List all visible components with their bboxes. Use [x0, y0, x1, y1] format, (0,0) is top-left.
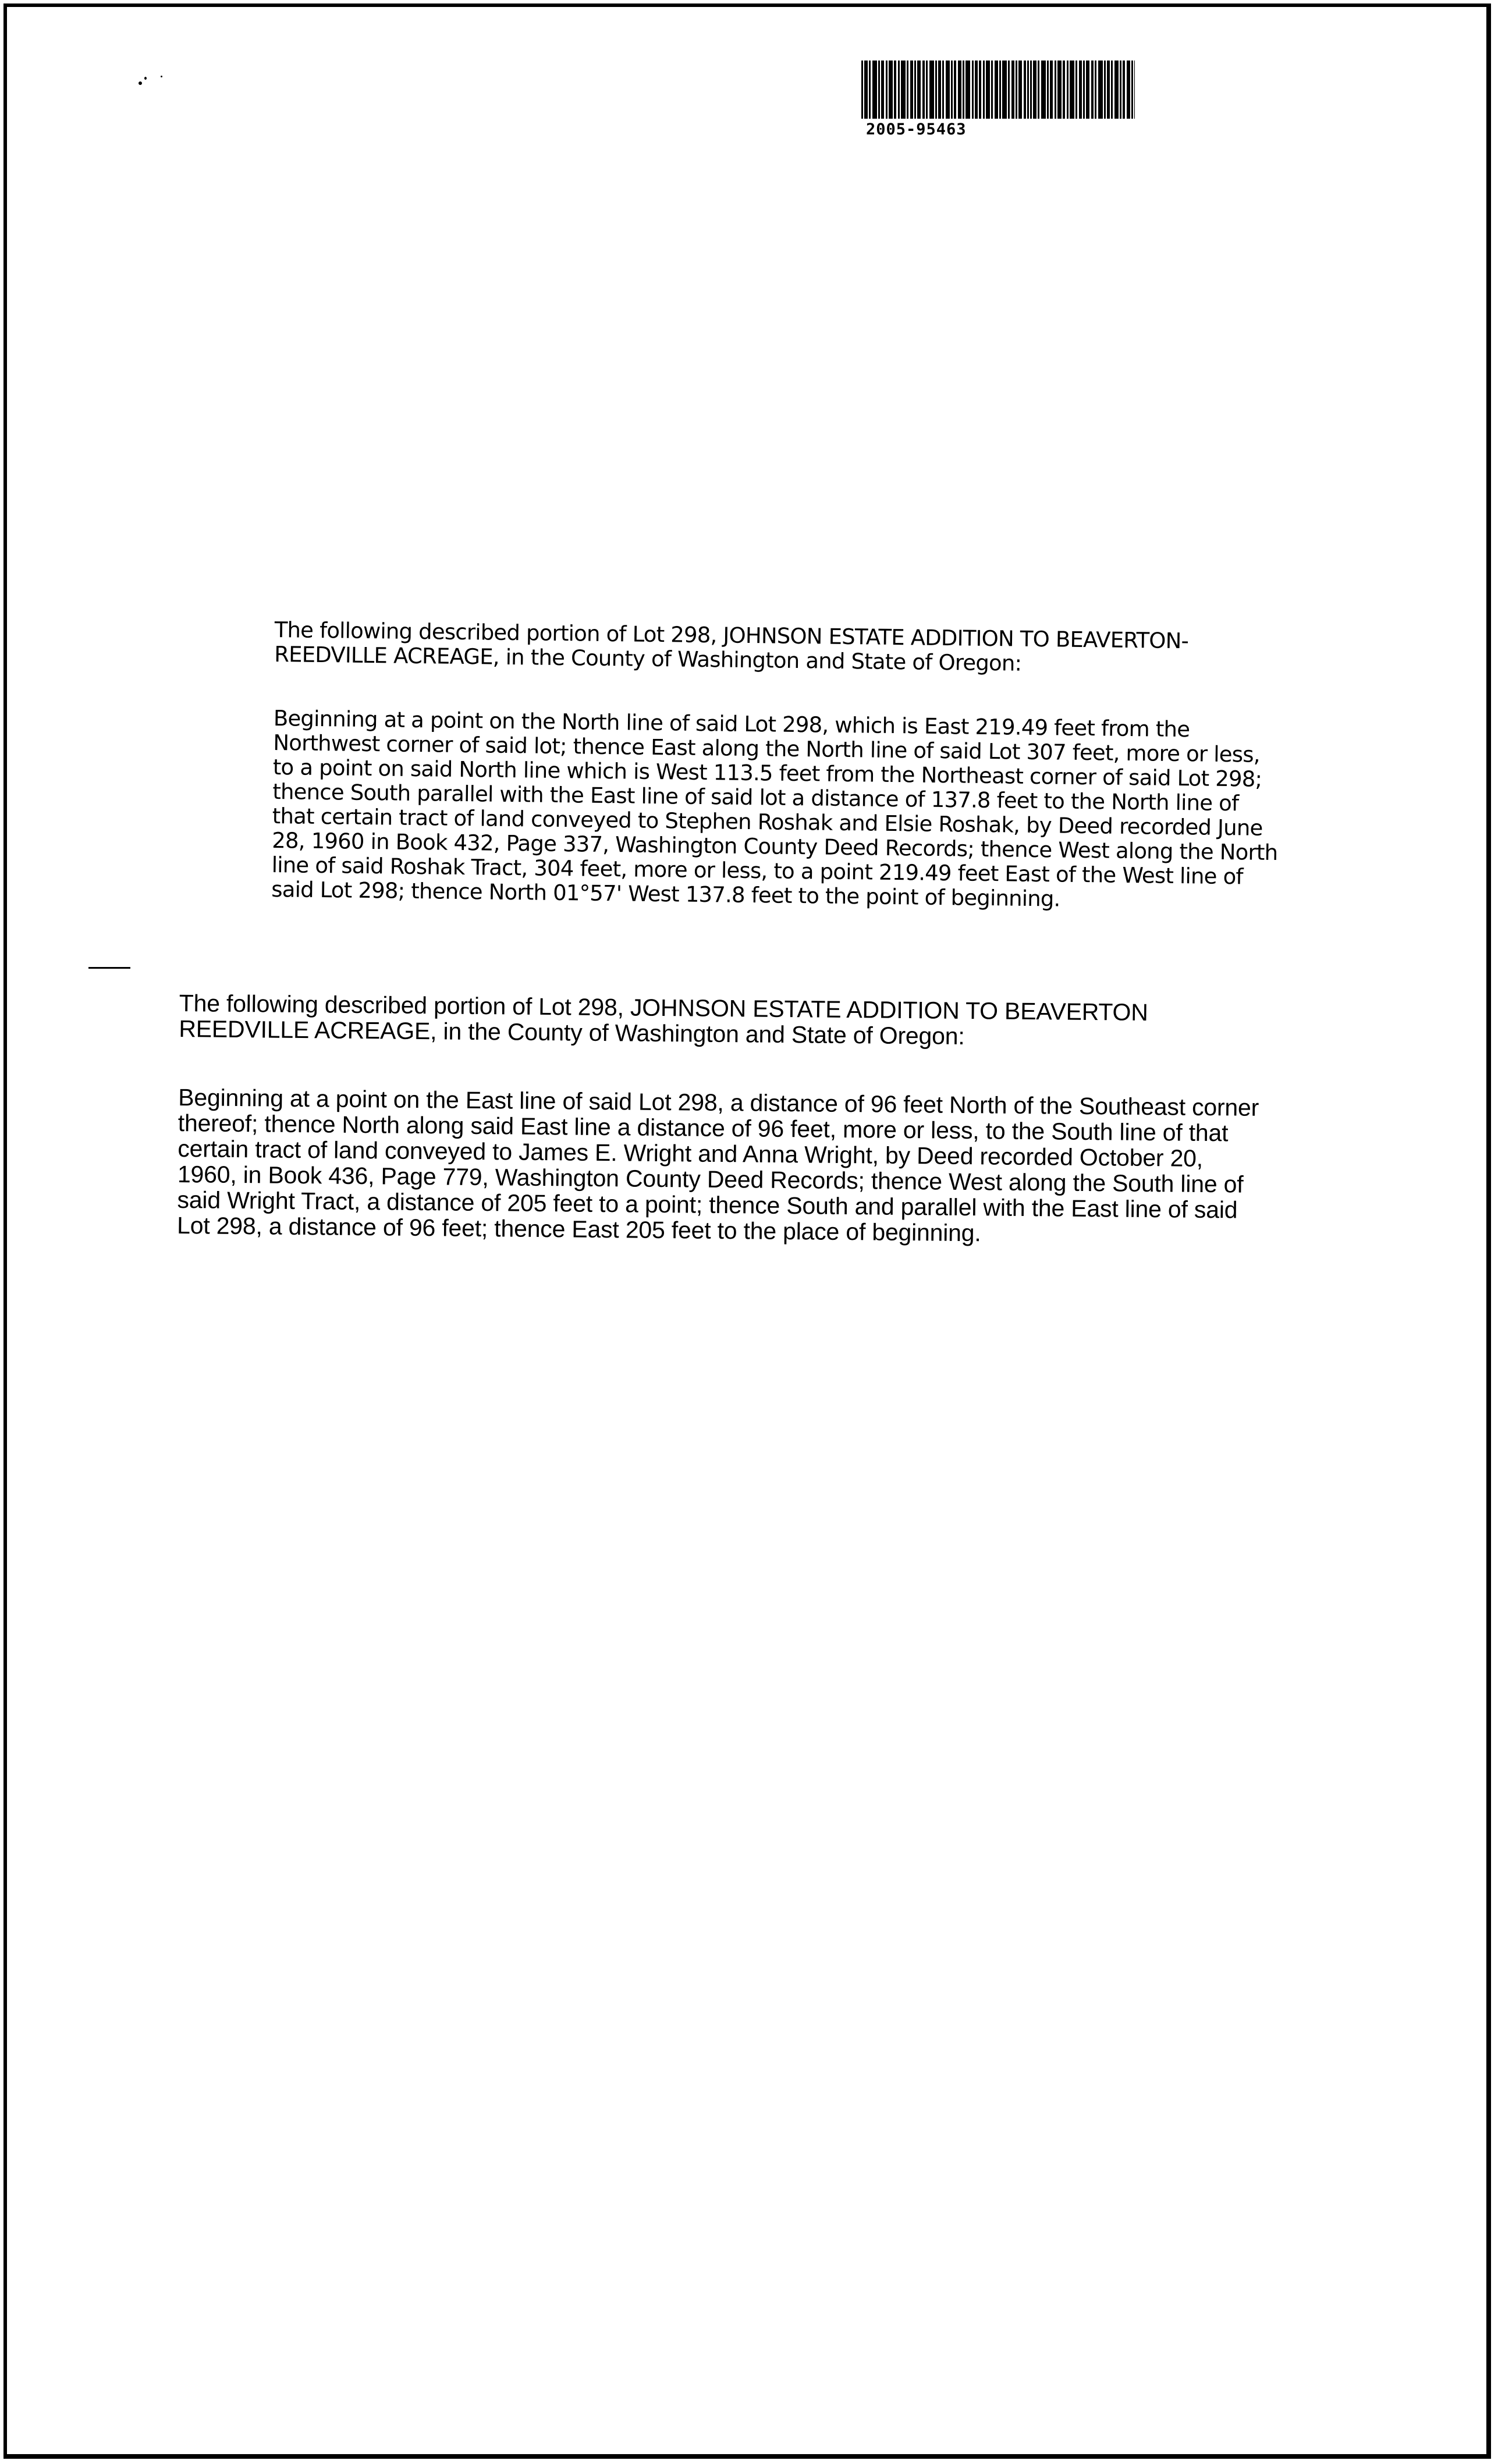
barcode-bar	[901, 61, 906, 119]
barcode-bar	[995, 61, 998, 119]
barcode-bar	[872, 61, 877, 119]
barcode-bar	[999, 61, 1001, 119]
barcode-bar	[983, 61, 985, 119]
barcode-bar	[1123, 61, 1125, 119]
barcode-bar	[869, 61, 871, 119]
barcode-bar	[975, 61, 978, 119]
document-page	[3, 3, 1491, 2459]
barcode-bar	[935, 61, 937, 119]
barcode-bar	[1131, 61, 1133, 119]
barcode-bar	[1086, 61, 1089, 119]
barcode-bar	[946, 61, 950, 119]
barcode-bar	[1011, 61, 1014, 119]
barcode-bar	[1091, 61, 1094, 119]
barcode-bar	[1018, 61, 1022, 119]
barcode-bar	[1114, 61, 1119, 119]
barcode-bar	[1075, 61, 1077, 119]
description-2-body: Beginning at a point on the East line of said Lot 298, a distance of 96 feet North of the Southeast corner thereof; thence North along said East line a distance of 96 feet, more or less, to the South line of that certain tract of land conveyed to James E. Wright and Anna Wright, by Deed recorded October 20, 1960, in Book 436, Page 779, Washington County Deed Records; thence West along the South line of said Wright Tract, a distance of 205 feet to a point; thence South and parallel with the East line of said Lot 298, a distance of 96 feet; thence East 205 feet to the place of beginning.	[176, 1083, 1259, 1247]
barcode-bar	[929, 61, 934, 119]
barcode-bar	[1098, 61, 1103, 119]
barcode-bar	[972, 61, 974, 119]
barcode-bar	[926, 61, 928, 119]
barcode-bar	[979, 61, 981, 119]
barcode-bar	[1047, 61, 1049, 119]
scan-speck	[161, 76, 162, 77]
barcode-bar	[958, 61, 961, 119]
barcode-bar	[951, 61, 953, 119]
barcode-bar	[1055, 61, 1056, 119]
recording-barcode	[861, 61, 1135, 138]
recording-number: 2005-95463	[866, 120, 967, 138]
scan-speck	[144, 77, 147, 80]
barcode-bar	[1127, 61, 1130, 119]
barcode-bar	[878, 61, 880, 119]
legal-description-1	[271, 618, 1322, 915]
description-2-heading: The following described portion of Lot 298, JOHNSON ESTATE ADDITION TO BEAVERTON REEDVILLE ACREAGE, in the County of Washington and State of Oregon:	[179, 990, 1148, 1050]
barcode-bar	[954, 61, 956, 119]
barcode-bar	[1027, 61, 1029, 119]
barcode-bar	[1024, 61, 1026, 119]
barcode-bar	[1038, 61, 1039, 119]
barcode-bar	[986, 61, 990, 119]
barcode-bar	[1095, 61, 1096, 119]
barcode-bar	[1134, 61, 1135, 119]
description-1-heading: The following described portion of Lot 298, JOHNSON ESTATE ADDITION TO BEAVERTON- REEDVILLE ACREAGE, in the County of Washington and State of Oregon:	[274, 617, 1189, 676]
barcode-bar	[1030, 61, 1032, 119]
barcode-bar	[1120, 61, 1121, 119]
barcode-bar	[1002, 61, 1007, 119]
barcode-bar	[889, 61, 893, 119]
margin-mark	[88, 967, 130, 969]
barcode-bar	[938, 61, 941, 119]
barcode-bar	[894, 61, 896, 119]
barcode-bar	[1070, 61, 1074, 119]
barcode-bar	[1063, 61, 1065, 119]
barcode-bar	[1107, 61, 1110, 119]
barcode-bar	[910, 61, 913, 119]
barcode-bar	[864, 61, 868, 119]
barcode-bar	[898, 61, 900, 119]
barcode-bar	[917, 61, 921, 119]
barcode-bar	[861, 61, 863, 119]
barcode-bar	[1104, 61, 1106, 119]
barcode-image	[861, 61, 1135, 119]
barcode-bar	[963, 61, 964, 119]
legal-description-2	[177, 990, 1430, 1250]
barcode-bar	[1050, 61, 1053, 119]
barcode-bar	[942, 61, 944, 119]
barcode-bar	[1016, 61, 1017, 119]
barcode-bar	[1111, 61, 1113, 119]
barcode-bar	[1033, 61, 1036, 119]
barcode-bar	[1079, 61, 1082, 119]
barcode-bar	[965, 61, 970, 119]
barcode-bar	[914, 61, 916, 119]
barcode-bar	[881, 61, 884, 119]
description-1-body: Beginning at a point on the North line of said Lot 298, which is East 219.49 feet from the Northwest corner of said lot; thence East along the North line of said Lot 307 feet, more or less, to a point on said North line which is West 113.5 feet from the Northeast corner of said Lot 298; thence South parallel with the East line of said lot a distance of 137.8 feet to the North line of that certain tract of land conveyed to Stephen Roshak and Elsie Roshak, by Deed recorded June 28, 1960 in Book 432, Page 337, Washington County Deed Records; thence West along the North line of said Roshak Tract, 304 feet, more or less, to a point 219.49 feet East of the West line of said Lot 298; thence North 01°57' West 137.8 feet to the point of beginning.	[271, 705, 1278, 912]
scan-speck	[139, 81, 142, 85]
barcode-bar	[886, 61, 888, 119]
barcode-bar	[1057, 61, 1062, 119]
barcode-bar	[991, 61, 993, 119]
barcode-bar	[1083, 61, 1085, 119]
barcode-bar	[907, 61, 908, 119]
barcode-bar	[1041, 61, 1046, 119]
barcode-bar	[1008, 61, 1010, 119]
barcode-bar	[1067, 61, 1069, 119]
barcode-bar	[922, 61, 925, 119]
